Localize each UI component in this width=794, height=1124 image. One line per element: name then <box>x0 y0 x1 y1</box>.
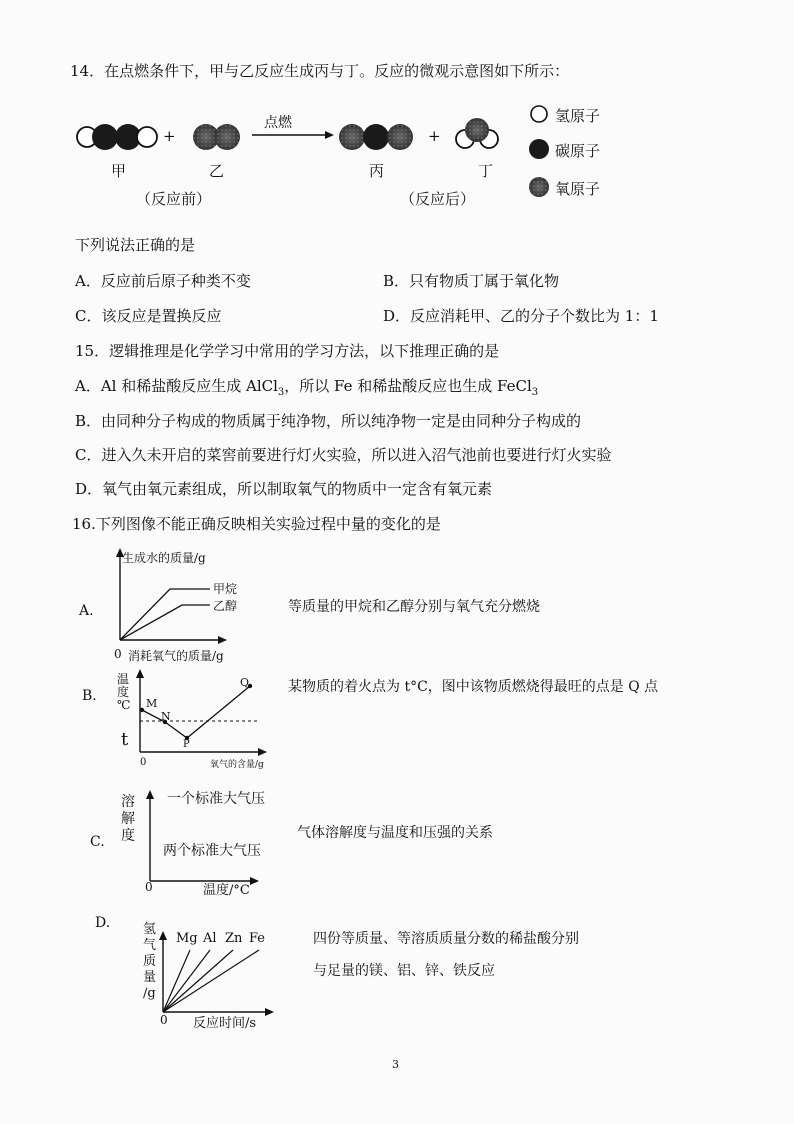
q16-c-ylabel: 溶 解 度 <box>121 794 135 844</box>
q16-b-xlabel: 氧气的含量/g <box>210 760 264 770</box>
label-yi: 乙 <box>209 162 225 180</box>
q16-c-letter: C. <box>90 834 105 850</box>
q16-d-series-zn: Zn <box>225 931 243 946</box>
q14-option-b: B．只有物质丁属于氧化物 <box>383 272 560 290</box>
molecule-ding <box>456 118 498 148</box>
q16-d-letter: D. <box>95 915 111 931</box>
legend-carbon-icon <box>529 139 549 159</box>
label-after: （反应后） <box>400 190 476 208</box>
q16-a-ylabel: 生成水的质量/g <box>122 551 206 565</box>
q16-b-t: t <box>121 729 129 750</box>
label-bing: 丙 <box>369 162 385 180</box>
q16-b-ylabel: 温 度 ℃ <box>117 672 131 712</box>
label-before: （反应前） <box>136 190 212 208</box>
series-zn-line <box>163 950 233 1012</box>
q16-c-xlabel: 温度/°C <box>203 883 250 898</box>
q16-c-series-2atm: 两个标准大气压 <box>163 843 261 859</box>
q15-option-a: A．Al 和稀盐酸反应生成 AlCl$_3$，所以 Fe 和稀盐酸反应也生成 FeCl$_3$ <box>75 377 539 398</box>
series-ethanol-line <box>120 605 210 640</box>
q16-stem: 16.下列图像不能正确反映相关实验过程中量的变化的是 <box>72 515 441 533</box>
legend-carbon: 碳原子 <box>555 142 601 160</box>
carbon-atom <box>92 124 118 150</box>
q16-d-graph <box>155 930 285 1020</box>
carbon-atom <box>363 124 389 150</box>
q16-b-label-p: P <box>183 739 190 750</box>
q15-option-b: B．由同种分子构成的物质属于纯净物，所以纯净物一定是由同种分子构成的 <box>75 412 582 430</box>
q15-option-c: C．进入久未开启的菜窖前要进行灯火实验，所以进入沼气池前也要进行灯火实验 <box>75 446 612 464</box>
point-m <box>140 708 144 712</box>
q14-option-c: C．该反应是置换反应 <box>75 307 222 325</box>
page-number: 3 <box>392 1058 399 1071</box>
q16-d-origin: 0 <box>160 1013 168 1027</box>
q14-option-a: A．反应前后原子种类不变 <box>75 272 251 290</box>
q16-a-origin: 0 <box>114 647 122 661</box>
series-temperature-line <box>142 686 250 738</box>
q16-a-series-ethanol: 乙醇 <box>213 599 238 613</box>
q16-a-desc: 等质量的甲烷和乙醇分别与氧气充分燃烧 <box>288 599 540 615</box>
q16-d-series-fe: Fe <box>249 931 266 946</box>
q16-c-desc: 气体溶解度与温度和压强的关系 <box>297 825 493 841</box>
q16-a-letter: A. <box>79 603 94 619</box>
molecule-yi <box>193 124 240 150</box>
molecule-bing <box>339 124 413 150</box>
hydrogen-atom <box>137 127 157 147</box>
legend-oxygen: 氧原子 <box>555 180 601 198</box>
q15-stem: 15．逻辑推理是化学学习中常用的学习方法，以下推理正确的是 <box>75 342 500 360</box>
plus-sign: + <box>163 127 176 145</box>
q16-b-graph <box>130 668 280 758</box>
q16-d-desc-2: 与足量的镁、铝、锌、铁反应 <box>313 963 495 979</box>
q16-b-label-m: M <box>146 697 158 710</box>
molecule-jia <box>77 124 157 150</box>
plus-sign: + <box>428 127 441 145</box>
q16-b-desc: 某物质的着火点为 t°C，图中该物质燃烧得最旺的点是 Q 点 <box>288 679 659 695</box>
legend-hydrogen-icon <box>531 106 547 122</box>
label-ding: 丁 <box>478 162 494 180</box>
q16-b-origin: 0 <box>140 757 147 768</box>
q16-d-ylabel: 氢 气 质 量 /g <box>143 922 157 1001</box>
legend-hydrogen: 氢原子 <box>555 107 601 125</box>
q14-prompt: 下列说法正确的是 <box>75 236 196 254</box>
series-fe-line <box>163 950 259 1012</box>
q14-condition: 点燃 <box>264 115 292 131</box>
q14-stem: 14．在点燃条件下，甲与乙反应生成丙与丁。反应的微观示意图如下所示： <box>70 62 570 80</box>
q14-reaction-diagram <box>0 0 794 230</box>
q16-a-series-methane: 甲烷 <box>213 582 238 596</box>
q15-option-d: D．氧气由氧元素组成，所以制取氧气的物质中一定含有氧元素 <box>75 480 493 498</box>
q16-c-origin: 0 <box>145 880 153 894</box>
q16-d-xlabel: 反应时间/s <box>193 1016 257 1031</box>
q16-b-letter: B. <box>82 688 97 704</box>
q14-option-d: D．反应消耗甲、乙的分子个数比为 1：1 <box>383 307 659 325</box>
q16-c-series-1atm: 一个标准大气压 <box>167 791 265 807</box>
label-jia: 甲 <box>111 162 127 180</box>
q16-d-series-al: Al <box>203 931 217 946</box>
q16-d-series-mg: Mg <box>176 931 198 946</box>
q16-a-xlabel: 消耗氧气的质量/g <box>128 649 224 663</box>
q16-b-label-q: Q <box>240 676 250 689</box>
q16-d-desc-1: 四份等质量、等溶质质量分数的稀盐酸分别 <box>313 931 579 947</box>
q16-b-label-n: N <box>161 710 171 723</box>
